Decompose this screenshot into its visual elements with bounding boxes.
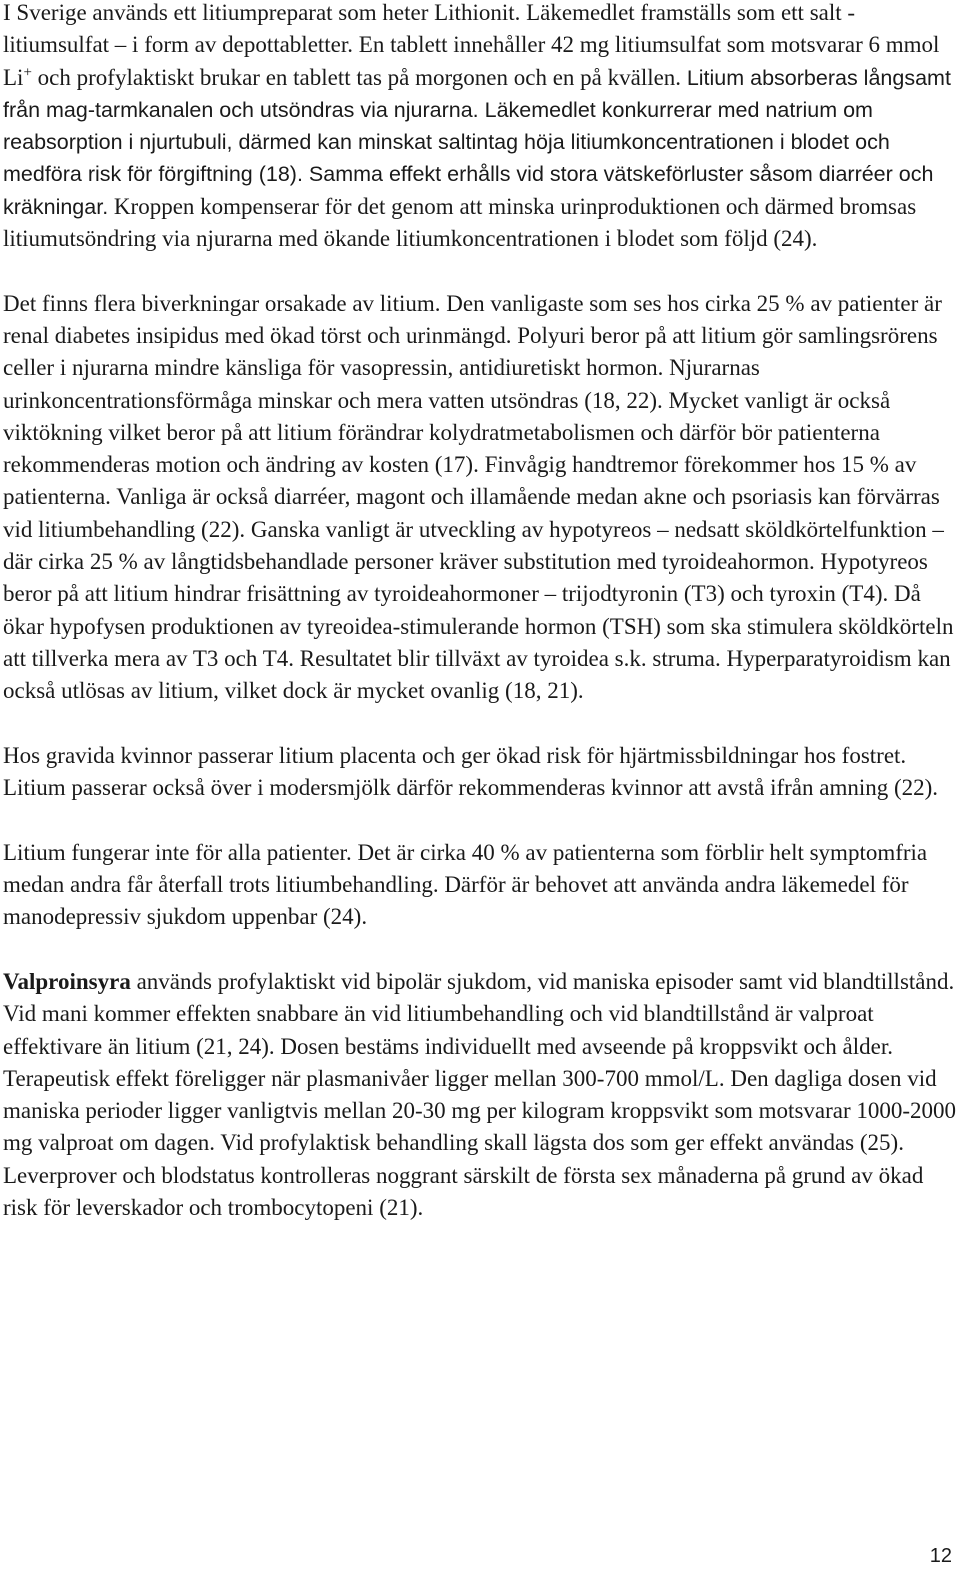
paragraph-valproinsyra bbox=[3, 966, 957, 1224]
paragraph-lithionit bbox=[3, 0, 957, 255]
text-segment: och profylaktiskt brukar en tablett tas på morgonen och en på kvällen. bbox=[31, 64, 687, 90]
text-segment: Litium fungerar inte för alla patienter. Det är cirka 40 % av patienterna som förblir helt symptomfria medan andra får återfall trots litiumbehandling. Därför är behovet att använda andra läkemedel för manodepressiv sjukdom uppenbar (24). bbox=[3, 839, 928, 930]
text-segment: Hos gravida kvinnor passerar litium placenta och ger ökad risk för hjärtmissbildningar hos fostret. Litium passerar också över i modersmjölk därför rekommenderas kvinnor att avstå ifrån amning (22). bbox=[3, 742, 939, 801]
text-segment: I Sverige används ett litiumpreparat som heter Lithionit. Läkemedlet framställs som ett salt - litiumsulfat – i form av depottabletter. En tablett innehåller 42 mg litiumsulfat som motsvarar 6 mmol Li bbox=[3, 0, 940, 90]
text-segment: Kroppen kompenserar för det genom att minska urinproduktionen och därmed bromsas litiumutsöndring via njurarna med ökande litiumkoncentrationen i blodet som följd (24). bbox=[3, 193, 917, 252]
text-segment: Det finns flera biverkningar orsakade av litium. Den vanligaste som ses hos cirka 25 % av patienter är renal diabetes insipidus med ökad törst och urinmängd. Polyuri beror på att litium gör samlingsrörens celler i njurarna mindre känsliga för vasopressin, antidiuretiskt hormon. Njurarnas urinkoncentrationsförmåga minskar och mera vatten utsöndras (18, 22). Mycket vanligt är också viktökning vilket beror på att litium förändrar kolydratmetabolismen och därför bör patienterna rekommenderas motion och ändring av kosten (17). Finvågig handtremor förekommer hos 15 % av patienterna. Vanliga är också diarréer, magont och illamående medan akne och psoriasis kan förvärras vid litiumbehandling (22). Ganska vanligt är utveckling av hypotyreos – nedsatt sköldkörtelfunktion – där cirka 25 % av långtidsbehandlade personer kräver substitution med tyroideahormon. Hypotyreos beror på att litium hindrar frisättning av tyroideahormoner – trijodtyronin (T3) och tyroxin (T4). Då ökar hypofysen produktionen av tyreoidea-stimulerande hormon (TSH) som ska stimulera sköldkörteln att tillverka mera av T3 och T4. Resultatet blir tillväxt av tyroidea s.k. struma. Hyperparatyroidism kan också utlösas av litium, vilket dock är mycket ovanlig (18, 21). bbox=[3, 290, 954, 704]
text-segment: används profylaktiskt vid bipolär sjukdom, vid maniska episoder samt vid blandtillstånd. Vid mani kommer effekten snabbare än vid litiumbehandling och vid blandtillstånd är valproat effektivare än litium (21, 24). Dosen bestäms individuellt med avseende på kroppsvikt och ålder. Terapeutisk effekt föreligger när plasmanivåer ligger mellan 300-700 mmol/L. Den dagliga dosen vid maniska perioder ligger vanligtvis mellan 20-30 mg per kilogram kroppsvikt som motsvarar 1000-2000 mg valproat om dagen. Vid profylaktisk behandling skall lägsta dos som ger effekt användas (25). Leverprover och blodstatus kontrolleras noggrant särskilt de första sex månaderna på grund av ökad risk för leverskador och trombocytopeni (21). bbox=[3, 968, 957, 1220]
superscript-plus: + bbox=[23, 63, 32, 80]
paragraph-gravida bbox=[3, 740, 957, 805]
text-segment-sans: Litium absorberas långsamt från mag-tarmkanalen och utsöndras via njurarna. Läkemedlet konkurrerar med natrium om reabsorption i njurtubuli, därmed kan minskat saltintag höja litiumkoncentrationen i blodet och medföra risk för förgiftning (18). Samma effekt erhålls vid stora vätskeförluster såsom diarréer och kräkningar. bbox=[3, 65, 951, 219]
paragraph-litium-fungerar bbox=[3, 837, 957, 934]
document-body bbox=[3, 0, 957, 1257]
page-number: 12 bbox=[929, 1545, 952, 1567]
term-valproinsyra: Valproinsyra bbox=[3, 968, 131, 994]
paragraph-biverkningar bbox=[3, 288, 957, 708]
